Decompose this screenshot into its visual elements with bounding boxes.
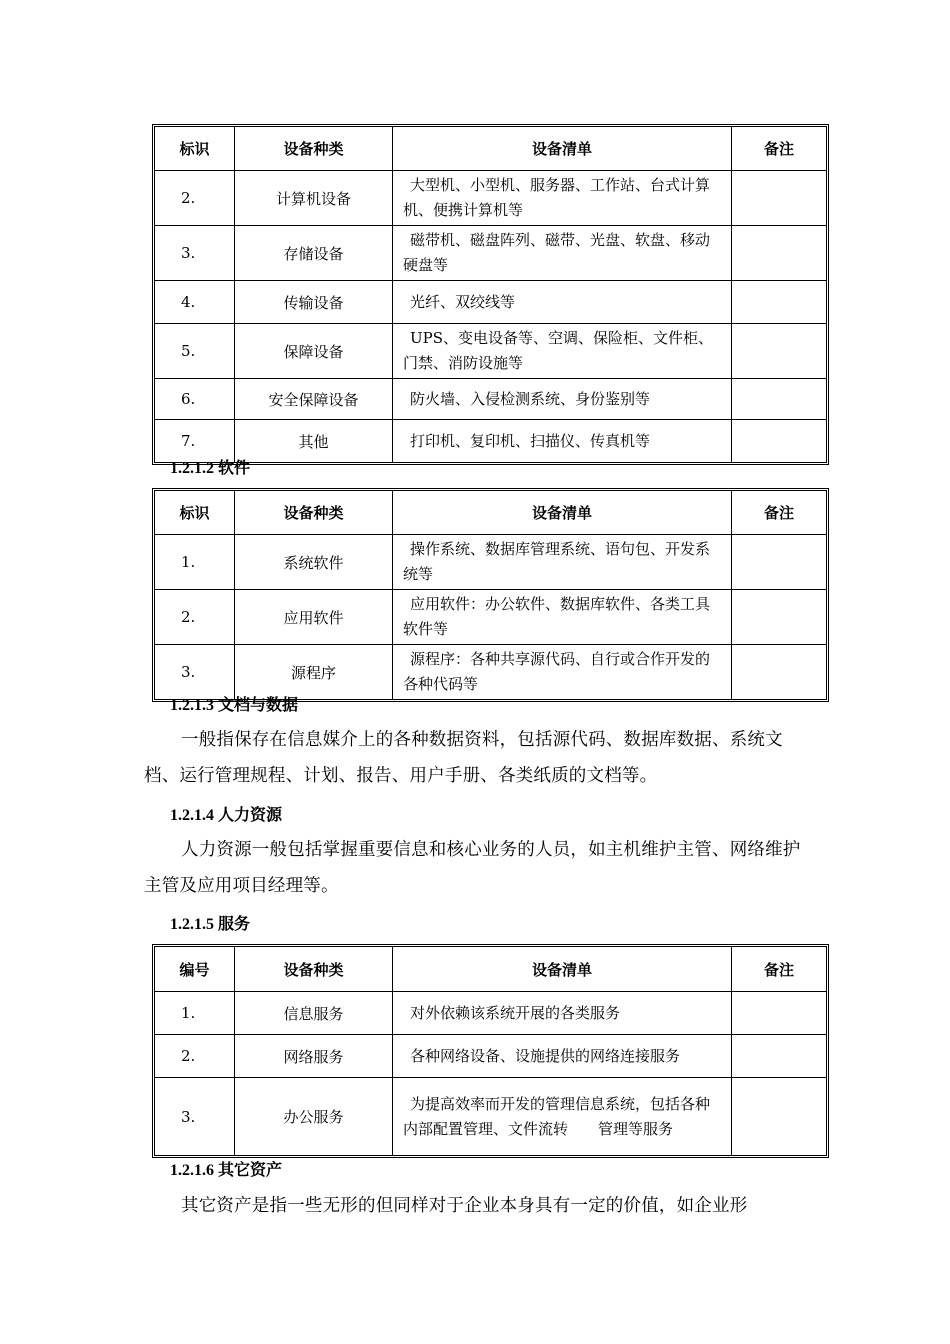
section-heading-hr: 1.2.1.4 人力资源 — [170, 807, 283, 824]
row-id: 2. — [155, 1035, 235, 1078]
header-list: 设备清单 — [393, 491, 732, 535]
row-note — [732, 645, 826, 699]
row-list: 应用软件：办公软件、数据库软件、各类工具软件等 — [393, 590, 732, 645]
row-id: 6. — [155, 379, 235, 420]
row-category: 系统软件 — [235, 535, 393, 590]
table-header-row — [155, 127, 826, 171]
table-row — [155, 1035, 826, 1078]
row-list: 为提高效率而开发的管理信息系统，包括各种内部配置管理、文件流转 管理等服务 — [393, 1078, 732, 1155]
row-category: 信息服务 — [235, 992, 393, 1035]
row-list: 源程序：各种共享源代码、自行或合作开发的各种代码等 — [393, 645, 732, 699]
table-header-row — [155, 491, 826, 535]
row-note — [732, 171, 826, 226]
row-category: 存储设备 — [235, 226, 393, 281]
header-category: 设备种类 — [235, 947, 393, 992]
row-note — [732, 379, 826, 420]
service-table — [152, 944, 829, 1158]
row-list: 各种网络设备、设施提供的网络连接服务 — [393, 1035, 732, 1078]
software-table — [152, 488, 829, 702]
row-id: 3. — [155, 645, 235, 699]
row-id: 2. — [155, 171, 235, 226]
row-id: 3. — [155, 1078, 235, 1155]
header-id: 编号 — [155, 947, 235, 992]
header-id: 标识 — [155, 127, 235, 171]
hardware-table — [152, 124, 829, 465]
row-note — [732, 226, 826, 281]
row-list: 对外依赖该系统开展的各类服务 — [393, 992, 732, 1035]
table-row — [155, 992, 826, 1035]
row-note — [732, 281, 826, 324]
row-note — [732, 535, 826, 590]
row-note — [732, 590, 826, 645]
table-row — [155, 379, 826, 420]
header-list: 设备清单 — [393, 127, 732, 171]
table-header-row — [155, 947, 826, 992]
row-category: 源程序 — [235, 645, 393, 699]
table-row — [155, 1078, 826, 1155]
table-row — [155, 281, 826, 324]
row-category: 办公服务 — [235, 1078, 393, 1155]
row-id: 5. — [155, 324, 235, 379]
row-list: 操作系统、数据库管理系统、语句包、开发系统等 — [393, 535, 732, 590]
header-category: 设备种类 — [235, 127, 393, 171]
row-id: 3. — [155, 226, 235, 281]
row-category: 传输设备 — [235, 281, 393, 324]
table-row — [155, 324, 826, 379]
row-list: UPS、变电设备等、空调、保险柜、文件柜、门禁、消防设施等 — [393, 324, 732, 379]
section-heading-software: 1.2.1.2 软件 — [170, 460, 251, 477]
header-note: 备注 — [732, 491, 826, 535]
docs-paragraph: 一般指保存在信息媒介上的各种数据资料，包括源代码、数据库数据、系统文档、运行管理规程、计划、报告、用户手册、各类纸质的文档等。 — [144, 730, 783, 786]
row-note — [732, 1078, 826, 1155]
row-note — [732, 992, 826, 1035]
row-category: 计算机设备 — [235, 171, 393, 226]
header-note: 备注 — [732, 947, 826, 992]
other-paragraph: 其它资产是指一些无形的但同样对于企业本身具有一定的价值，如企业形 — [181, 1196, 748, 1216]
row-list: 磁带机、磁盘阵列、磁带、光盘、软盘、移动硬盘等 — [393, 226, 732, 281]
row-list: 防火墙、入侵检测系统、身份鉴别等 — [393, 379, 732, 420]
row-id: 1. — [155, 992, 235, 1035]
row-category: 应用软件 — [235, 590, 393, 645]
section-heading-docs: 1.2.1.3 文档与数据 — [170, 697, 299, 714]
row-note — [732, 1035, 826, 1078]
row-category: 安全保障设备 — [235, 379, 393, 420]
table-row — [155, 590, 826, 645]
section-heading-other: 1.2.1.6 其它资产 — [170, 1162, 283, 1179]
table-row — [155, 420, 826, 462]
row-list: 打印机、复印机、扫描仪、传真机等 — [393, 420, 732, 462]
header-note: 备注 — [732, 127, 826, 171]
table-row — [155, 535, 826, 590]
row-note — [732, 420, 826, 462]
table-row — [155, 171, 826, 226]
hr-paragraph: 人力资源一般包括掌握重要信息和核心业务的人员，如主机维护主管、网络维护主管及应用项目经理等。 — [144, 840, 801, 896]
table-row — [155, 226, 826, 281]
section-heading-service: 1.2.1.5 服务 — [170, 916, 251, 933]
header-category: 设备种类 — [235, 491, 393, 535]
table-row — [155, 645, 826, 699]
row-id: 4. — [155, 281, 235, 324]
header-list: 设备清单 — [393, 947, 732, 992]
row-id: 7. — [155, 420, 235, 462]
row-category: 其他 — [235, 420, 393, 462]
row-list: 光纤、双绞线等 — [393, 281, 732, 324]
row-id: 1. — [155, 535, 235, 590]
row-category: 网络服务 — [235, 1035, 393, 1078]
row-category: 保障设备 — [235, 324, 393, 379]
row-list: 大型机、小型机、服务器、工作站、台式计算机、便携计算机等 — [393, 171, 732, 226]
header-id: 标识 — [155, 491, 235, 535]
row-note — [732, 324, 826, 379]
row-id: 2. — [155, 590, 235, 645]
